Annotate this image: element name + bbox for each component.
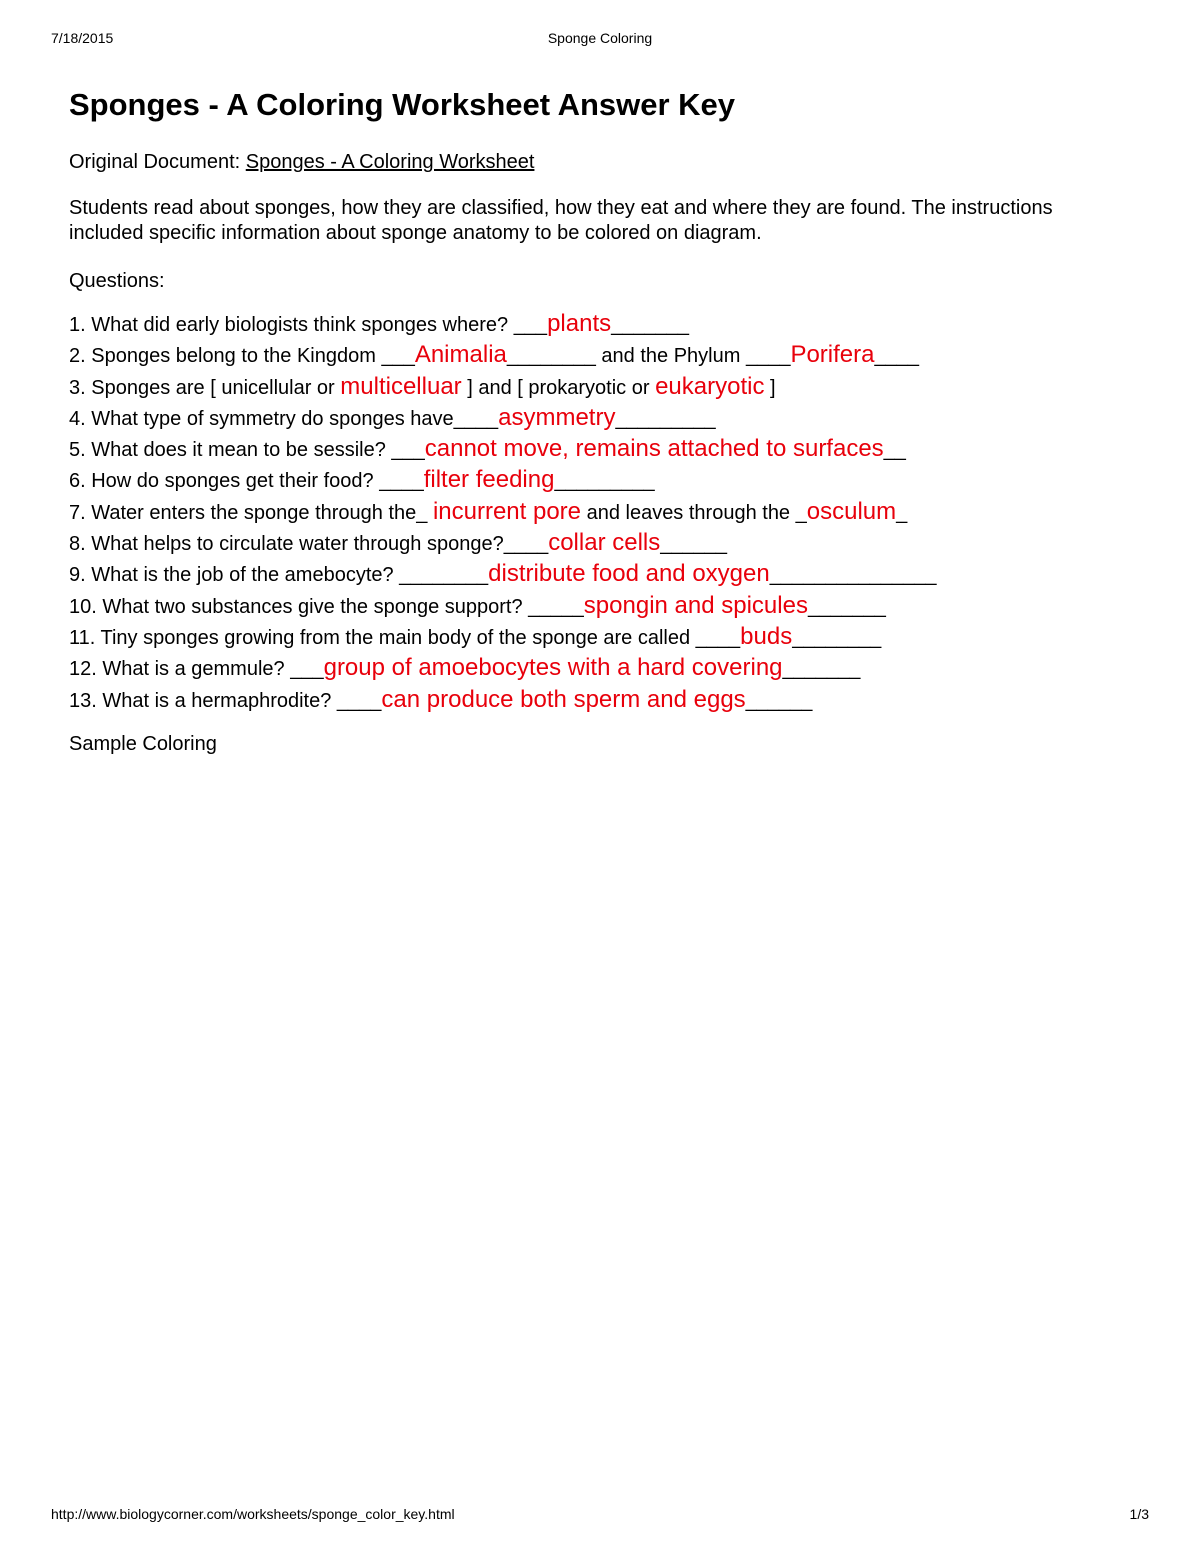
question-item: 12. What is a gemmule? ___group of amoebocytes with a hard covering_______ xyxy=(69,654,861,682)
page-number: 1/3 xyxy=(1129,1506,1149,1522)
answer-text: cannot move, remains attached to surfaces xyxy=(424,435,884,463)
page-title: Sponges - A Coloring Worksheet Answer Key xyxy=(69,87,736,122)
answer-text: eukaryotic xyxy=(655,372,765,400)
sample-coloring-heading: Sample Coloring xyxy=(69,732,217,755)
question-item: 5. What does it mean to be sessile? ___cannot move, remains attached to surfaces__ xyxy=(69,435,906,463)
print-date: 7/18/2015 xyxy=(51,30,114,46)
question-item: 8. What helps to circulate water through sponge?____collar cells______ xyxy=(69,529,727,557)
question-item: 7. Water enters the sponge through the_ incurrent pore and leaves through the _osculum_ xyxy=(69,497,908,525)
answer-text: can produce both sperm and eggs xyxy=(381,685,746,713)
answer-text: collar cells xyxy=(548,529,661,557)
question-item: 11. Tiny sponges growing from the main body of the sponge are called ____buds________ xyxy=(69,622,882,650)
intro-paragraph: Students read about sponges, how they are classified, how they eat and where they are found. The instructions included specific information about sponge anatomy to be colored on diagram. xyxy=(69,197,1053,244)
question-item: 2. Sponges belong to the Kingdom ___Animalia________ and the Phylum ____Porifera____ xyxy=(69,341,919,369)
question-item: 3. Sponges are [ unicellular or multicelluar ] and [ prokaryotic or eukaryotic ] xyxy=(69,372,776,400)
questions-heading: Questions: xyxy=(69,270,165,292)
answer-text: Animalia xyxy=(414,341,507,369)
answer-text: Porifera xyxy=(790,341,875,369)
answer-text: spongin and spicules xyxy=(583,591,808,619)
answer-text: group of amoebocytes with a hard covering xyxy=(323,654,783,682)
original-document-line xyxy=(69,149,1149,175)
answer-text: filter feeding xyxy=(423,466,555,494)
question-item: 13. What is a hermaphrodite? ____can produce both sperm and eggs______ xyxy=(69,685,813,713)
question-item: 6. How do sponges get their food? ____filter feeding_________ xyxy=(69,466,655,494)
footer-url: http://www.biologycorner.com/worksheets/sponge_color_key.html xyxy=(51,1506,455,1522)
question-item: 9. What is the job of the amebocyte? ________distribute food and oxygen_______________ xyxy=(69,560,937,588)
answer-text: osculum xyxy=(806,497,897,525)
answer-text: buds xyxy=(740,622,793,650)
question-item: 10. What two substances give the sponge support? _____spongin and spicules_______ xyxy=(69,591,886,619)
document-body xyxy=(69,84,1149,757)
original-document-label: Original Document: xyxy=(69,151,246,173)
print-title: Sponge Coloring xyxy=(547,30,653,46)
answer-text: asymmetry xyxy=(498,403,616,431)
answer-text: plants xyxy=(547,310,612,337)
answer-text: distribute food and oxygen xyxy=(488,560,770,588)
questions-list xyxy=(69,308,1149,715)
question-item: 1. What did early biologists think sponges where? ___plants_______ xyxy=(69,310,689,337)
answer-text: incurrent pore xyxy=(432,497,582,525)
original-document-link[interactable]: Sponges - A Coloring Worksheet xyxy=(245,151,535,173)
question-item: 4. What type of symmetry do sponges have____asymmetry_________ xyxy=(69,403,716,431)
answer-text: multicelluar xyxy=(340,372,462,400)
